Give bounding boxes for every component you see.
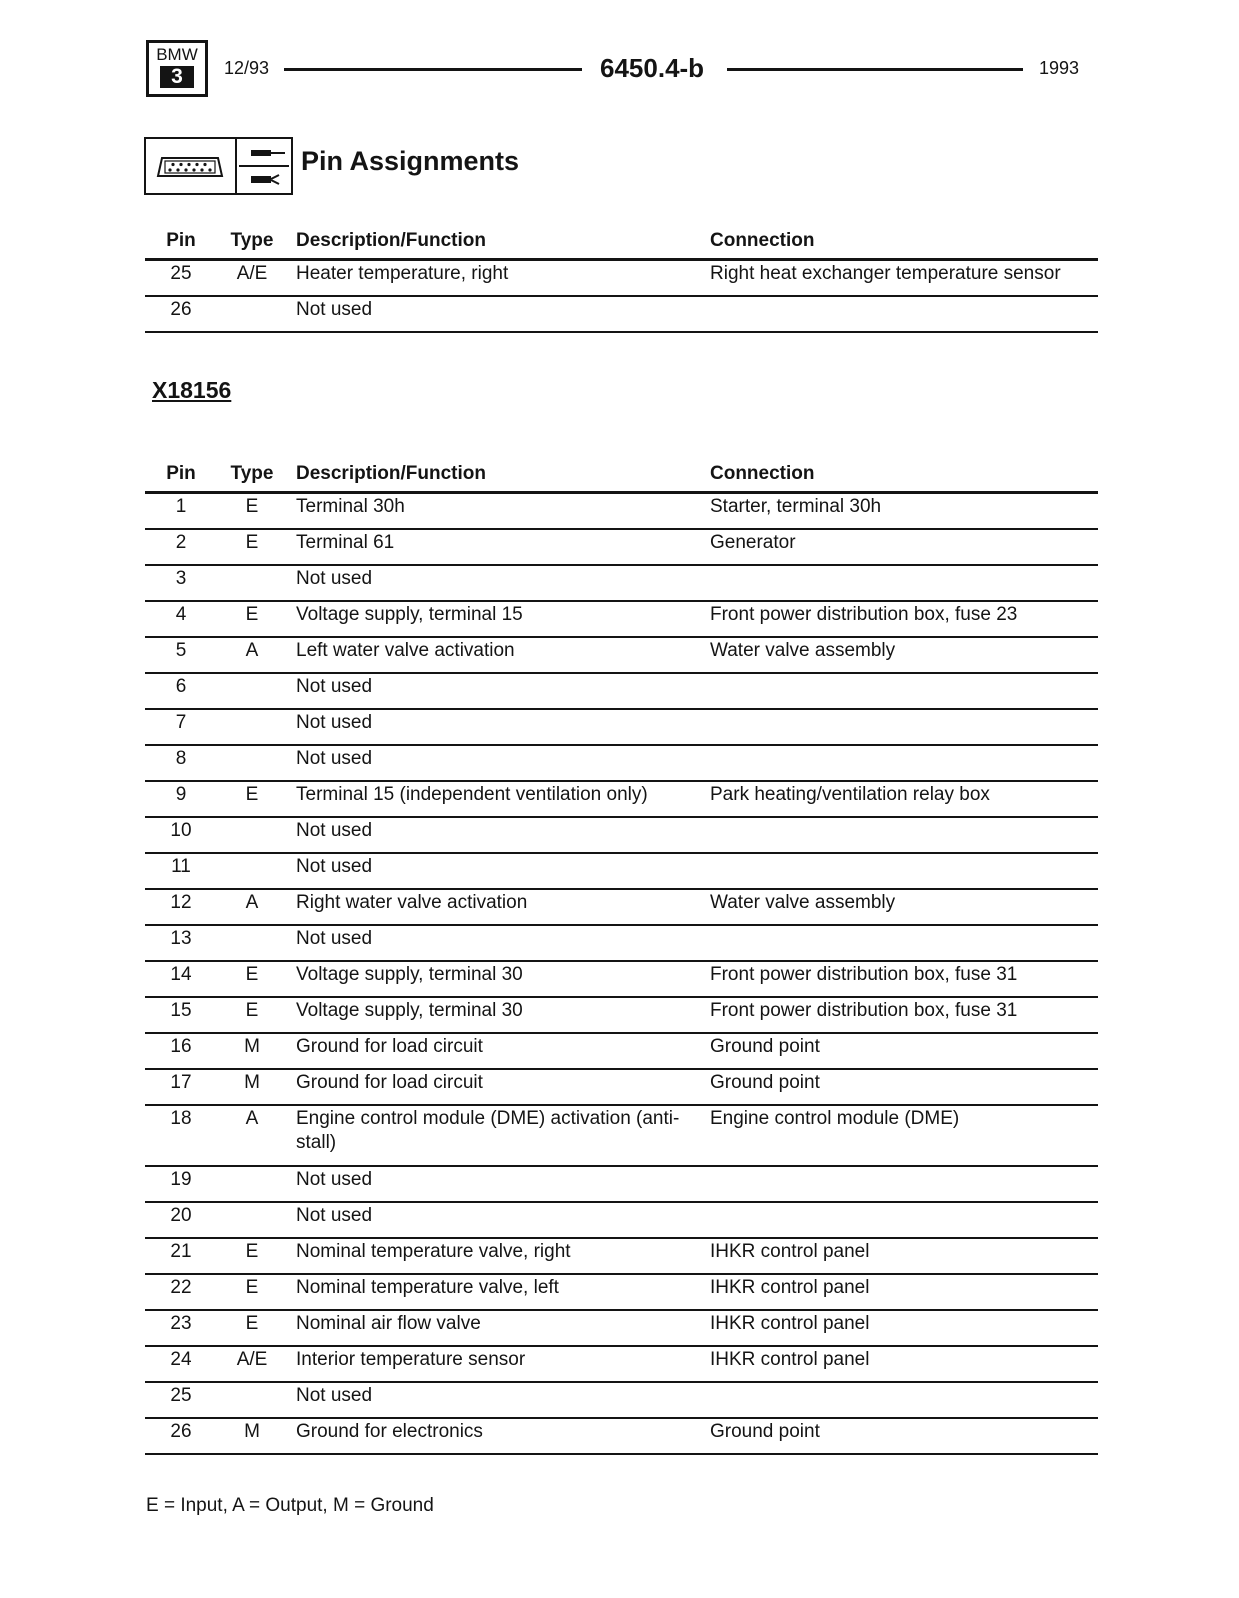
connector-id: X18156 — [152, 377, 232, 403]
description-cell: Voltage supply, terminal 15 — [287, 601, 701, 637]
col-pin: Pin — [145, 230, 217, 260]
table-row — [145, 1105, 1098, 1166]
pin-cell: 14 — [145, 961, 217, 997]
pin-cell: 22 — [145, 1274, 217, 1310]
type-cell — [217, 296, 287, 332]
pin-cell: 23 — [145, 1310, 217, 1346]
pin-cell: 25 — [145, 1382, 217, 1418]
pin-cell: 15 — [145, 997, 217, 1033]
table-row — [145, 1310, 1098, 1346]
description-cell: Voltage supply, terminal 30 — [287, 997, 701, 1033]
description-cell: Not used — [287, 925, 701, 961]
table-row — [145, 961, 1098, 997]
connection-cell: Front power distribution box, fuse 31 — [701, 961, 1098, 997]
connection-cell: Water valve assembly — [701, 889, 1098, 925]
description-cell: Heater temperature, right — [287, 260, 701, 297]
connection-cell — [701, 853, 1098, 889]
type-cell: E — [217, 1238, 287, 1274]
type-cell: A/E — [217, 1346, 287, 1382]
type-cell: A — [217, 889, 287, 925]
table-row — [145, 1418, 1098, 1454]
table-row — [145, 1346, 1098, 1382]
connection-cell: IHKR control panel — [701, 1310, 1098, 1346]
type-cell: M — [217, 1418, 287, 1454]
table-row — [145, 781, 1098, 817]
pin-cell: 2 — [145, 529, 217, 565]
table-row — [145, 493, 1098, 530]
header-rule-right — [727, 68, 1023, 71]
header-year: 1993 — [1039, 58, 1080, 78]
connection-cell — [701, 565, 1098, 601]
type-cell: E — [217, 961, 287, 997]
connector-plug-icon — [146, 139, 237, 193]
connection-cell: Front power distribution box, fuse 31 — [701, 997, 1098, 1033]
pin-cell: 10 — [145, 817, 217, 853]
pin-cell: 5 — [145, 637, 217, 673]
pin-cell: 18 — [145, 1105, 217, 1166]
type-cell — [217, 565, 287, 601]
description-cell: Terminal 30h — [287, 493, 701, 530]
pin-cell: 20 — [145, 1202, 217, 1238]
pin-cell: 12 — [145, 889, 217, 925]
description-cell: Not used — [287, 817, 701, 853]
table-row — [145, 1166, 1098, 1202]
header-date: 12/93 — [224, 58, 270, 78]
pin-cell: 24 — [145, 1346, 217, 1382]
type-cell — [217, 709, 287, 745]
connection-cell — [701, 709, 1098, 745]
description-cell: Interior temperature sensor — [287, 1346, 701, 1382]
type-cell: M — [217, 1069, 287, 1105]
table-row — [145, 529, 1098, 565]
table-row — [145, 853, 1098, 889]
connection-cell: IHKR control panel — [701, 1346, 1098, 1382]
description-cell: Voltage supply, terminal 30 — [287, 961, 701, 997]
pin-cell: 21 — [145, 1238, 217, 1274]
table-row — [145, 817, 1098, 853]
col-description: Description/Function — [287, 463, 701, 493]
table-row — [145, 637, 1098, 673]
table-row — [145, 565, 1098, 601]
table-row — [145, 1382, 1098, 1418]
connection-cell — [701, 1202, 1098, 1238]
description-cell: Terminal 61 — [287, 529, 701, 565]
type-cell: E — [217, 493, 287, 530]
pin-cell: 6 — [145, 673, 217, 709]
pin-cell: 13 — [145, 925, 217, 961]
col-description: Description/Function — [287, 230, 701, 260]
type-cell — [217, 1382, 287, 1418]
table-row — [145, 925, 1098, 961]
pin-cell: 19 — [145, 1166, 217, 1202]
description-cell: Not used — [287, 853, 701, 889]
connection-cell — [701, 925, 1098, 961]
table-row — [145, 1202, 1098, 1238]
type-cell: E — [217, 601, 287, 637]
connection-cell: Ground point — [701, 1033, 1098, 1069]
description-cell: Terminal 15 (independent ventilation only) — [287, 781, 701, 817]
type-cell: M — [217, 1033, 287, 1069]
description-cell: Ground for electronics — [287, 1418, 701, 1454]
logo-brand: BMW — [156, 45, 198, 64]
section-title: Pin Assignments — [301, 146, 520, 176]
description-cell: Not used — [287, 745, 701, 781]
pin-cell: 25 — [145, 260, 217, 297]
connection-cell — [701, 817, 1098, 853]
connection-cell: Ground point — [701, 1069, 1098, 1105]
description-cell: Right water valve activation — [287, 889, 701, 925]
description-cell: Not used — [287, 296, 701, 332]
type-cell: E — [217, 997, 287, 1033]
connection-cell: Water valve assembly — [701, 637, 1098, 673]
type-cell: E — [217, 1310, 287, 1346]
connection-cell: Engine control module (DME) — [701, 1105, 1098, 1166]
type-cell — [217, 925, 287, 961]
description-cell: Nominal temperature valve, right — [287, 1238, 701, 1274]
table-row — [145, 745, 1098, 781]
table-header-row — [145, 463, 1098, 493]
table-row — [145, 1033, 1098, 1069]
pin-cell: 9 — [145, 781, 217, 817]
type-cell — [217, 745, 287, 781]
description-cell: Ground for load circuit — [287, 1033, 701, 1069]
description-cell: Not used — [287, 1166, 701, 1202]
table-row — [145, 1069, 1098, 1105]
type-cell: E — [217, 781, 287, 817]
connection-cell — [701, 745, 1098, 781]
description-cell: Nominal air flow valve — [287, 1310, 701, 1346]
type-cell — [217, 1202, 287, 1238]
connection-cell: IHKR control panel — [701, 1238, 1098, 1274]
col-pin: Pin — [145, 463, 217, 493]
connection-cell: Park heating/ventilation relay box — [701, 781, 1098, 817]
connection-cell — [701, 296, 1098, 332]
type-cell: A — [217, 1105, 287, 1166]
pin-cell: 3 — [145, 565, 217, 601]
pin-cell: 11 — [145, 853, 217, 889]
table-row — [145, 889, 1098, 925]
description-cell: Not used — [287, 1382, 701, 1418]
connection-cell: Front power distribution box, fuse 23 — [701, 601, 1098, 637]
type-cell — [217, 1166, 287, 1202]
connection-cell — [701, 1166, 1098, 1202]
connection-cell: Generator — [701, 529, 1098, 565]
pin-cell: 26 — [145, 1418, 217, 1454]
pin-cell: 16 — [145, 1033, 217, 1069]
type-cell: A/E — [217, 260, 287, 297]
logo-series: 3 — [160, 66, 194, 88]
description-cell: Ground for load circuit — [287, 1069, 701, 1105]
description-cell: Left water valve activation — [287, 637, 701, 673]
table-row — [145, 709, 1098, 745]
col-connection: Connection — [701, 230, 1098, 260]
description-cell: Not used — [287, 709, 701, 745]
connection-cell: IHKR control panel — [701, 1274, 1098, 1310]
pin-cell: 1 — [145, 493, 217, 530]
type-legend: E = Input, A = Output, M = Ground — [146, 1495, 434, 1516]
table-row — [145, 260, 1098, 297]
col-type: Type — [217, 230, 287, 260]
connection-cell — [701, 1382, 1098, 1418]
type-cell: E — [217, 529, 287, 565]
table-row — [145, 673, 1098, 709]
pin-table-continued — [145, 230, 1098, 333]
table-row — [145, 1238, 1098, 1274]
table-row — [145, 296, 1098, 332]
pin-cell: 8 — [145, 745, 217, 781]
description-cell: Nominal temperature valve, left — [287, 1274, 701, 1310]
pin-cell: 7 — [145, 709, 217, 745]
type-cell — [217, 817, 287, 853]
pin-table-body — [145, 493, 1098, 1455]
type-cell: E — [217, 1274, 287, 1310]
series-logo — [146, 40, 208, 97]
section-icon-box — [144, 137, 293, 195]
pin-cell: 26 — [145, 296, 217, 332]
description-cell: Not used — [287, 565, 701, 601]
table-row — [145, 601, 1098, 637]
header-rule-left — [284, 68, 582, 71]
connection-cell — [701, 673, 1098, 709]
pin-cell: 4 — [145, 601, 217, 637]
connection-cell: Starter, terminal 30h — [701, 493, 1098, 530]
description-cell: Engine control module (DME) activation (anti-stall) — [287, 1105, 701, 1166]
type-cell — [217, 673, 287, 709]
table-row — [145, 1274, 1098, 1310]
connection-cell: Ground point — [701, 1418, 1098, 1454]
document-code: 6450.4-b — [600, 53, 705, 83]
table-header-row — [145, 230, 1098, 260]
type-cell — [217, 853, 287, 889]
pin-terminal-icon — [235, 139, 291, 193]
connection-cell: Right heat exchanger temperature sensor — [701, 260, 1098, 297]
pin-cell: 17 — [145, 1069, 217, 1105]
pin-table-x18156 — [145, 463, 1098, 1455]
table-row — [145, 997, 1098, 1033]
type-cell: A — [217, 637, 287, 673]
col-type: Type — [217, 463, 287, 493]
description-cell: Not used — [287, 673, 701, 709]
col-connection: Connection — [701, 463, 1098, 493]
description-cell: Not used — [287, 1202, 701, 1238]
